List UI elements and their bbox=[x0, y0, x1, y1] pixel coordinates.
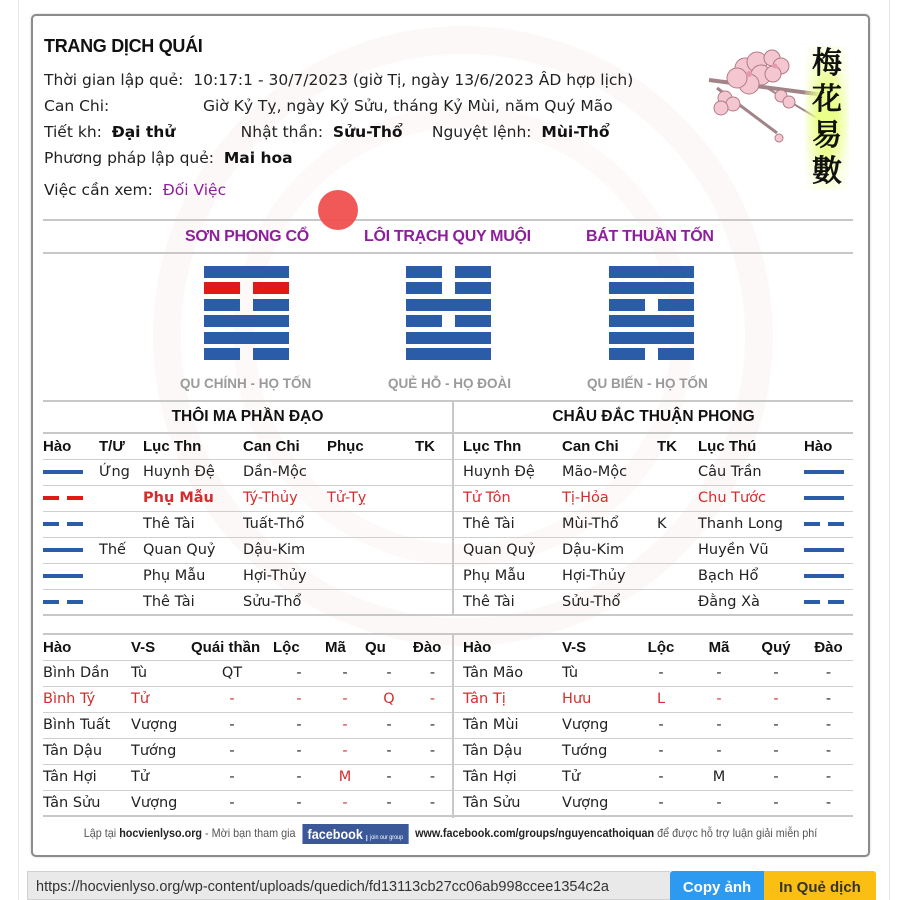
col-header-loc: Lộc bbox=[632, 634, 690, 660]
line-yin bbox=[406, 315, 491, 327]
yin-line-icon bbox=[804, 600, 844, 604]
col-header-canchi: Can Chi bbox=[562, 433, 657, 459]
cell: - bbox=[748, 790, 804, 816]
hexagram-name-mutual: LÔI TRẠCH QUY MUỘI bbox=[364, 228, 531, 245]
cell: - bbox=[191, 764, 273, 790]
line-yin bbox=[204, 299, 289, 311]
hexagram-caption-main: QU CHÍNH - HỌ TỐN bbox=[180, 376, 312, 391]
cell-lucthan: Huynh Đệ bbox=[454, 459, 562, 485]
cell-lucthu: Chu Tước bbox=[698, 485, 804, 511]
table-row bbox=[43, 790, 452, 816]
cell: - bbox=[325, 660, 365, 686]
time-info bbox=[44, 71, 633, 89]
cell: - bbox=[191, 686, 273, 712]
cell-lucthan: Tử Tôn bbox=[454, 485, 562, 511]
right-table-title: CHÂU ĐẮC THUẬN PHONG bbox=[552, 408, 755, 425]
line-yang bbox=[204, 315, 289, 327]
table-row bbox=[43, 563, 452, 589]
cell-tk bbox=[657, 537, 698, 563]
cell-tk: K bbox=[657, 511, 698, 537]
cell-lucthan: Phụ Mẫu bbox=[454, 563, 562, 589]
cell-tu bbox=[99, 485, 143, 511]
method-label: Phương pháp lập quẻ: bbox=[44, 149, 214, 167]
cell: Bình Dần bbox=[43, 660, 131, 686]
cell-canchi: Dậu-Kim bbox=[243, 537, 327, 563]
method-info bbox=[44, 149, 293, 167]
line-yang bbox=[609, 282, 694, 294]
table-row bbox=[454, 764, 853, 790]
cell: - bbox=[191, 738, 273, 764]
cell: Tân Dậu bbox=[43, 738, 131, 764]
cell-lucthu: Huyền Vũ bbox=[698, 537, 804, 563]
col-header-ma: Mã bbox=[690, 634, 748, 660]
yang-line-icon bbox=[804, 496, 844, 500]
cell-canchi: Hợi-Thủy bbox=[243, 563, 327, 589]
cursor-indicator bbox=[318, 190, 358, 230]
table-row bbox=[454, 589, 853, 615]
line-yin bbox=[406, 266, 491, 278]
cell-tu bbox=[99, 511, 143, 537]
facebook-group-link[interactable]: www.facebook.com/groups/nguyencathoiquan bbox=[415, 826, 655, 841]
cell: L bbox=[632, 686, 690, 712]
table-row bbox=[43, 764, 452, 790]
cell: Tử bbox=[131, 764, 191, 790]
line-yin bbox=[609, 299, 694, 311]
col-header-lucthan: Lục Thn bbox=[143, 433, 243, 459]
cell: Tân Tị bbox=[454, 686, 562, 712]
right-lines-table bbox=[454, 432, 853, 616]
hexagram-mutual bbox=[406, 266, 491, 364]
cell-phuc bbox=[327, 589, 415, 615]
cell: - bbox=[365, 660, 413, 686]
cell: Tân Hợi bbox=[43, 764, 131, 790]
cell: - bbox=[804, 686, 853, 712]
hexagram-caption-mutual: QUẺ HỖ - HỌ ĐOÀI bbox=[388, 376, 512, 391]
table-row bbox=[43, 589, 452, 615]
footer-suffix: để được hỗ trợ luận giải miễn phí bbox=[654, 826, 818, 841]
cell-lucthan: Quan Quỷ bbox=[454, 537, 562, 563]
line-yang bbox=[609, 266, 694, 278]
cell: - bbox=[273, 764, 325, 790]
left-stats-table bbox=[43, 633, 452, 817]
nguyetlenh-value: Mùi-Thổ bbox=[541, 123, 610, 141]
line-yang bbox=[204, 332, 289, 344]
cell: - bbox=[748, 686, 804, 712]
facebook-label: facebook bbox=[307, 826, 363, 842]
col-header-canchi: Can Chi bbox=[243, 433, 327, 459]
col-header-dao: Đào bbox=[804, 634, 853, 660]
cell: QT bbox=[191, 660, 273, 686]
table-row bbox=[43, 511, 452, 537]
cell: Vượng bbox=[562, 712, 632, 738]
cell: - bbox=[748, 660, 804, 686]
cell: - bbox=[632, 660, 690, 686]
col-header-quy: Quý bbox=[748, 634, 804, 660]
cell: Vượng bbox=[131, 790, 191, 816]
cell: - bbox=[804, 712, 853, 738]
footer-site-link[interactable]: hocvienlyso.org bbox=[119, 826, 203, 841]
right-stats-table bbox=[454, 633, 853, 817]
mai-hoa-chars bbox=[805, 46, 849, 190]
cell-lucthan: Thê Tài bbox=[454, 589, 562, 615]
table-row bbox=[454, 485, 853, 511]
cell-canchi: Hợi-Thủy bbox=[562, 563, 657, 589]
question-label: Việc cần xem: bbox=[44, 181, 153, 199]
cell-lucthan: Quan Quỷ bbox=[143, 537, 243, 563]
table-row bbox=[43, 738, 452, 764]
cell-lucthan: Huynh Đệ bbox=[143, 459, 243, 485]
cell: M bbox=[325, 764, 365, 790]
divider bbox=[43, 252, 853, 254]
cell: - bbox=[273, 712, 325, 738]
table-row bbox=[43, 686, 452, 712]
yang-line-icon bbox=[804, 470, 844, 474]
cell-tu bbox=[99, 563, 143, 589]
nhatthan-value: Sửu-Thổ bbox=[332, 123, 403, 141]
cell: Tân Hợi bbox=[454, 764, 562, 790]
hexagram-name-changed: BÁT THUẦN TỐN bbox=[586, 228, 714, 245]
table-row bbox=[454, 537, 853, 563]
cell: - bbox=[632, 738, 690, 764]
canchi-info bbox=[44, 97, 613, 115]
cell: - bbox=[325, 790, 365, 816]
yang-line-icon bbox=[43, 574, 83, 578]
cell: Tướng bbox=[562, 738, 632, 764]
col-header-ma: Mã bbox=[325, 634, 365, 660]
cell-canchi: Dần-Mộc bbox=[243, 459, 327, 485]
col-header-dao: Đào bbox=[413, 634, 452, 660]
nguyetlenh-label: Nguyệt lệnh: bbox=[431, 123, 532, 141]
cell: Tân Sửu bbox=[43, 790, 131, 816]
cell-lucthan: Thê Tài bbox=[143, 589, 243, 615]
cell: - bbox=[804, 660, 853, 686]
cell: Tù bbox=[131, 660, 191, 686]
cell-phuc: Tử-Tỵ bbox=[327, 485, 415, 511]
cell: - bbox=[365, 790, 413, 816]
cell: - bbox=[690, 660, 748, 686]
divider bbox=[43, 400, 853, 402]
cell-tk bbox=[415, 589, 452, 615]
time-value: 10:17:1 - 30/7/2023 (giờ Tị, ngày 13/6/2023 ÂD hợp lịch) bbox=[193, 71, 634, 89]
yin-line-icon bbox=[43, 600, 83, 604]
cell-lucthan: Thê Tài bbox=[143, 511, 243, 537]
col-header-hao: Hào bbox=[43, 433, 99, 459]
cell: - bbox=[413, 660, 452, 686]
col-header-vs: V-S bbox=[562, 634, 632, 660]
cell-lucthan: Thê Tài bbox=[454, 511, 562, 537]
line-yang bbox=[406, 332, 491, 344]
table-row bbox=[43, 712, 452, 738]
cell: - bbox=[413, 686, 452, 712]
yang-line-icon bbox=[804, 548, 844, 552]
cell: - bbox=[413, 790, 452, 816]
cell: - bbox=[365, 764, 413, 790]
cell: - bbox=[273, 660, 325, 686]
col-header-hao: Hào bbox=[804, 433, 853, 459]
canchi-label: Can Chi: bbox=[44, 97, 110, 115]
table-row bbox=[454, 686, 853, 712]
col-header-hao: Hào bbox=[43, 634, 131, 660]
logo-char: 易 bbox=[812, 118, 842, 153]
divider bbox=[43, 219, 853, 221]
col-header-phuc: Phục bbox=[327, 433, 415, 459]
line-yin-moving bbox=[204, 282, 289, 294]
col-header-loc: Lộc bbox=[273, 634, 325, 660]
line-yang bbox=[406, 299, 491, 311]
yang-line-icon bbox=[804, 574, 844, 578]
col-header-tu: T/Ư bbox=[99, 433, 143, 459]
yin-line-icon bbox=[804, 522, 844, 526]
line-yang bbox=[406, 348, 491, 360]
hexagram-card bbox=[31, 14, 870, 857]
yang-line-icon bbox=[43, 470, 83, 474]
cell: - bbox=[690, 790, 748, 816]
line-yang bbox=[609, 315, 694, 327]
yin-moving-line-icon bbox=[43, 496, 83, 500]
cell: Bình Tuất bbox=[43, 712, 131, 738]
facebook-badge[interactable] bbox=[302, 824, 408, 844]
col-header-vs: V-S bbox=[131, 634, 191, 660]
table-row bbox=[43, 660, 452, 686]
cell: - bbox=[413, 738, 452, 764]
canchi-value: Giờ Kỷ Tỵ, ngày Kỷ Sửu, tháng Kỷ Mùi, năm Quý Mão bbox=[202, 97, 613, 115]
print-hexagram-button[interactable]: In Quẻ dịch bbox=[764, 871, 876, 900]
table-row bbox=[454, 563, 853, 589]
col-header-quy: Qu bbox=[365, 634, 413, 660]
cell-phuc bbox=[327, 511, 415, 537]
cell: - bbox=[690, 738, 748, 764]
cell: Tân Sửu bbox=[454, 790, 562, 816]
cell: - bbox=[365, 712, 413, 738]
cell: - bbox=[632, 764, 690, 790]
table-row bbox=[454, 459, 853, 485]
cell-canchi: Tý-Thủy bbox=[243, 485, 327, 511]
image-url-bar bbox=[27, 871, 876, 900]
cell-lucthan: Phụ Mẫu bbox=[143, 563, 243, 589]
cell: Tân Dậu bbox=[454, 738, 562, 764]
cell: - bbox=[365, 738, 413, 764]
cell: - bbox=[273, 686, 325, 712]
question-info bbox=[44, 181, 226, 199]
cell-tu: Thế bbox=[99, 537, 143, 563]
line-yang bbox=[609, 332, 694, 344]
cell-phuc bbox=[327, 563, 415, 589]
line-yin bbox=[204, 348, 289, 360]
tietkhi-value: Đại thử bbox=[111, 123, 176, 141]
cell: - bbox=[191, 790, 273, 816]
cell-tk bbox=[415, 563, 452, 589]
cell-tk bbox=[657, 459, 698, 485]
cell: - bbox=[804, 790, 853, 816]
table-row bbox=[43, 485, 452, 511]
cell-lucthu: Bạch Hổ bbox=[698, 563, 804, 589]
cell: - bbox=[413, 764, 452, 790]
cell: - bbox=[325, 738, 365, 764]
cell-canchi: Tuất-Thổ bbox=[243, 511, 327, 537]
footer-credit bbox=[75, 824, 827, 844]
cell: - bbox=[273, 790, 325, 816]
left-table-title: THÔI MA PHẦN ĐẠO bbox=[171, 408, 324, 425]
line-yang bbox=[204, 266, 289, 278]
cell-canchi: Mùi-Thổ bbox=[562, 511, 657, 537]
nhatthan-label: Nhật thần: bbox=[240, 123, 324, 141]
col-header-hao: Hào bbox=[454, 634, 562, 660]
col-header-lucthu: Lục Thú bbox=[698, 433, 804, 459]
col-header-tk: TK bbox=[415, 433, 452, 459]
cell: Bình Tý bbox=[43, 686, 131, 712]
question-value: Đối Việc bbox=[162, 181, 227, 199]
cell: M bbox=[690, 764, 748, 790]
cell: - bbox=[804, 738, 853, 764]
cell-lucthu: Câu Trần bbox=[698, 459, 804, 485]
hexagram-main bbox=[204, 266, 289, 364]
cell-tk bbox=[415, 511, 452, 537]
cell: Q bbox=[365, 686, 413, 712]
yin-line-icon bbox=[43, 522, 83, 526]
table-row bbox=[454, 790, 853, 816]
table-row bbox=[43, 537, 452, 563]
cell-lucthu: Thanh Long bbox=[698, 511, 804, 537]
left-lines-table bbox=[43, 432, 452, 616]
cell: - bbox=[273, 738, 325, 764]
table-row bbox=[43, 459, 452, 485]
cell: Tân Mùi bbox=[454, 712, 562, 738]
cell-tk bbox=[415, 459, 452, 485]
line-yin bbox=[609, 348, 694, 360]
hexagram-caption-changed: QU BIẾN - HỌ TỐN bbox=[587, 376, 708, 391]
tietkhi-label: Tiết kh: bbox=[44, 123, 102, 141]
hexagram-name-main: SƠN PHONG CỔ bbox=[185, 228, 309, 245]
cell-phuc bbox=[327, 537, 415, 563]
cell-canchi: Sửu-Thổ bbox=[243, 589, 327, 615]
cell-tu: Ứng bbox=[99, 459, 143, 485]
cell: - bbox=[804, 764, 853, 790]
time-label: Thời gian lập quẻ: bbox=[44, 71, 184, 89]
cell-tk bbox=[657, 563, 698, 589]
cell: - bbox=[632, 790, 690, 816]
cell-tk bbox=[415, 537, 452, 563]
cell-phuc bbox=[327, 459, 415, 485]
footer-prefix: Lập tại bbox=[83, 826, 120, 841]
cell: Tù bbox=[562, 660, 632, 686]
cell: - bbox=[191, 712, 273, 738]
facebook-small-label: join our group bbox=[366, 835, 403, 841]
cell-canchi: Sửu-Thổ bbox=[562, 589, 657, 615]
cell: Tử bbox=[562, 764, 632, 790]
table-row bbox=[454, 738, 853, 764]
cell: - bbox=[748, 764, 804, 790]
cell: Vượng bbox=[131, 712, 191, 738]
cell-lucthu: Đằng Xà bbox=[698, 589, 804, 615]
logo-char: 花 bbox=[812, 82, 842, 117]
cell-tk bbox=[657, 485, 698, 511]
footer-middle: - Mời bạn tham gia bbox=[202, 826, 299, 841]
cell: Tử bbox=[131, 686, 191, 712]
cell: - bbox=[413, 712, 452, 738]
copy-image-button[interactable]: Copy ảnh bbox=[670, 871, 764, 900]
col-header-quaithan: Quái thần bbox=[191, 634, 273, 660]
page-title: TRANG DỊCH QUÁI bbox=[44, 36, 203, 56]
logo-char: 梅 bbox=[812, 46, 842, 81]
image-url-field[interactable]: https://hocvienlyso.org/wp-content/uploads/quedich/fd13113cb27cc06ab998ccee1354c2a bbox=[27, 871, 670, 900]
cell: - bbox=[325, 712, 365, 738]
table-row bbox=[454, 511, 853, 537]
cell: - bbox=[690, 686, 748, 712]
cell-tk bbox=[657, 589, 698, 615]
table-row bbox=[454, 660, 853, 686]
mai-hoa-logo bbox=[707, 40, 865, 190]
table-row bbox=[454, 712, 853, 738]
cell: Tân Mão bbox=[454, 660, 562, 686]
cell-lucthan: Phụ Mẫu bbox=[143, 485, 243, 511]
cell: - bbox=[748, 712, 804, 738]
line-yin bbox=[406, 282, 491, 294]
cell-tk bbox=[415, 485, 452, 511]
cell: - bbox=[325, 686, 365, 712]
logo-char: 數 bbox=[812, 154, 842, 189]
tietkhi-info bbox=[44, 123, 610, 141]
yang-line-icon bbox=[43, 548, 83, 552]
cell-canchi: Dậu-Kim bbox=[562, 537, 657, 563]
cell: - bbox=[632, 712, 690, 738]
hexagram-changed bbox=[609, 266, 694, 364]
cell: Vượng bbox=[562, 790, 632, 816]
cell: Tướng bbox=[131, 738, 191, 764]
cell: Hưu bbox=[562, 686, 632, 712]
col-header-tk: TK bbox=[657, 433, 698, 459]
col-header-lucthan: Lục Thn bbox=[454, 433, 562, 459]
method-value: Mai hoa bbox=[223, 149, 293, 167]
cell-tu bbox=[99, 589, 143, 615]
cell: - bbox=[690, 712, 748, 738]
cell-canchi: Mão-Mộc bbox=[562, 459, 657, 485]
cell: - bbox=[748, 738, 804, 764]
cell-canchi: Tị-Hỏa bbox=[562, 485, 657, 511]
